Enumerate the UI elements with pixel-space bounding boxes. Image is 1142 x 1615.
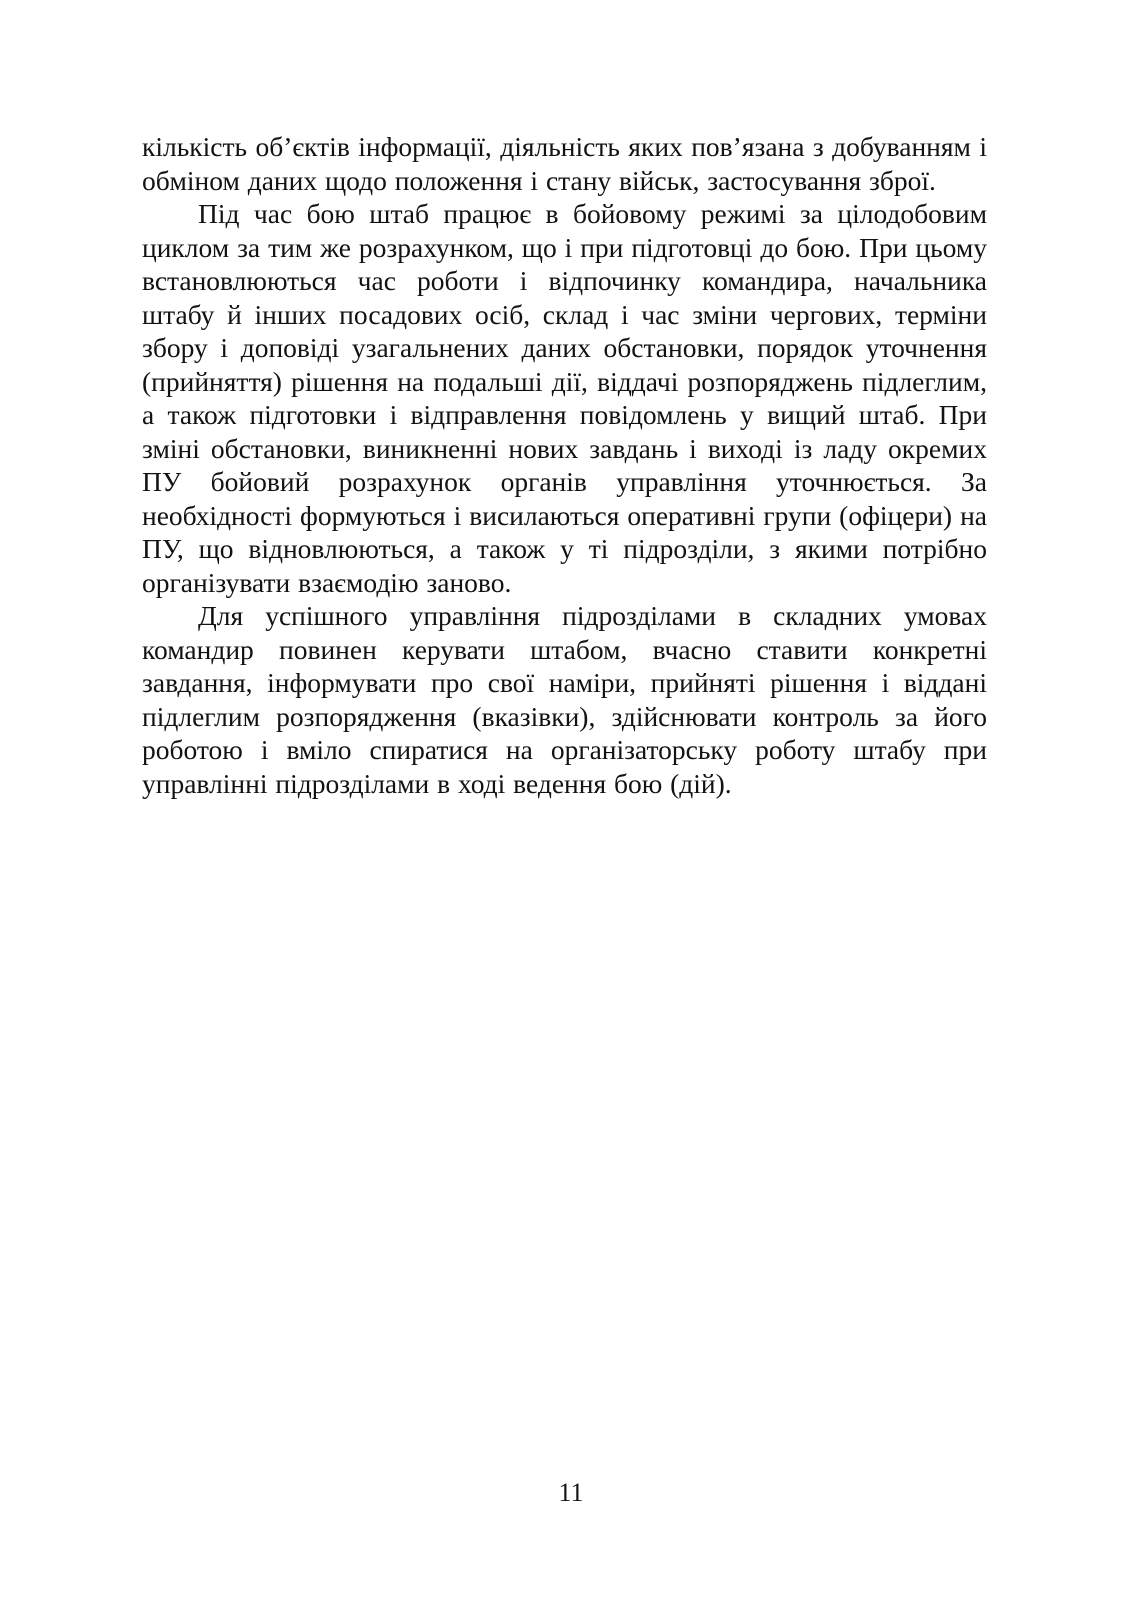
text-block xyxy=(142,130,987,800)
page-number: 11 xyxy=(558,1478,584,1507)
paragraph-continuation: кількість об’єктів інформації, діяльність яких пов’язана з добуванням і обміном даних щодо положення і стану військ, застосування зброї. xyxy=(142,131,987,196)
paragraph-commander-control: Для успішного управління підрозділами в складних умовах командир повинен керувати штабом, вчасно ставити конкретні завдання, інформувати про свої наміри, прийняті рішення і віддані підлеглим розпорядження (вказівки), здійснювати контроль за його роботою і вміло спиратися на організаторську роботу штабу при управлінні підрозділами в ході ведення бою (дій). xyxy=(142,600,987,799)
paragraph-combat-mode: Під час бою штаб працює в бойовому режимі за цілодобовим циклом за тим же розрахунком, що і при підготовці до бою. При цьому встановлюються час роботи і відпочинку командира, начальника штабу й інших посадових осіб, склад і час зміни чергових, терміни збору і доповіді узагальнених даних обстановки, порядок уточнення (прийняття) рішення на подальші дії, віддачі розпоряджень підлеглим, а також підготовки і відправлення повідомлень у вищий штаб. При зміні обстановки, виникненні нових завдань і виході із ладу окремих ПУ бойовий розрахунок органів управління уточнюється. За необхідності формуються і висилаються оперативні групи (офіцери) на ПУ, що відновлюються, а також у ті підрозділи, з якими потрібно організувати взаємодію заново. xyxy=(142,198,987,598)
